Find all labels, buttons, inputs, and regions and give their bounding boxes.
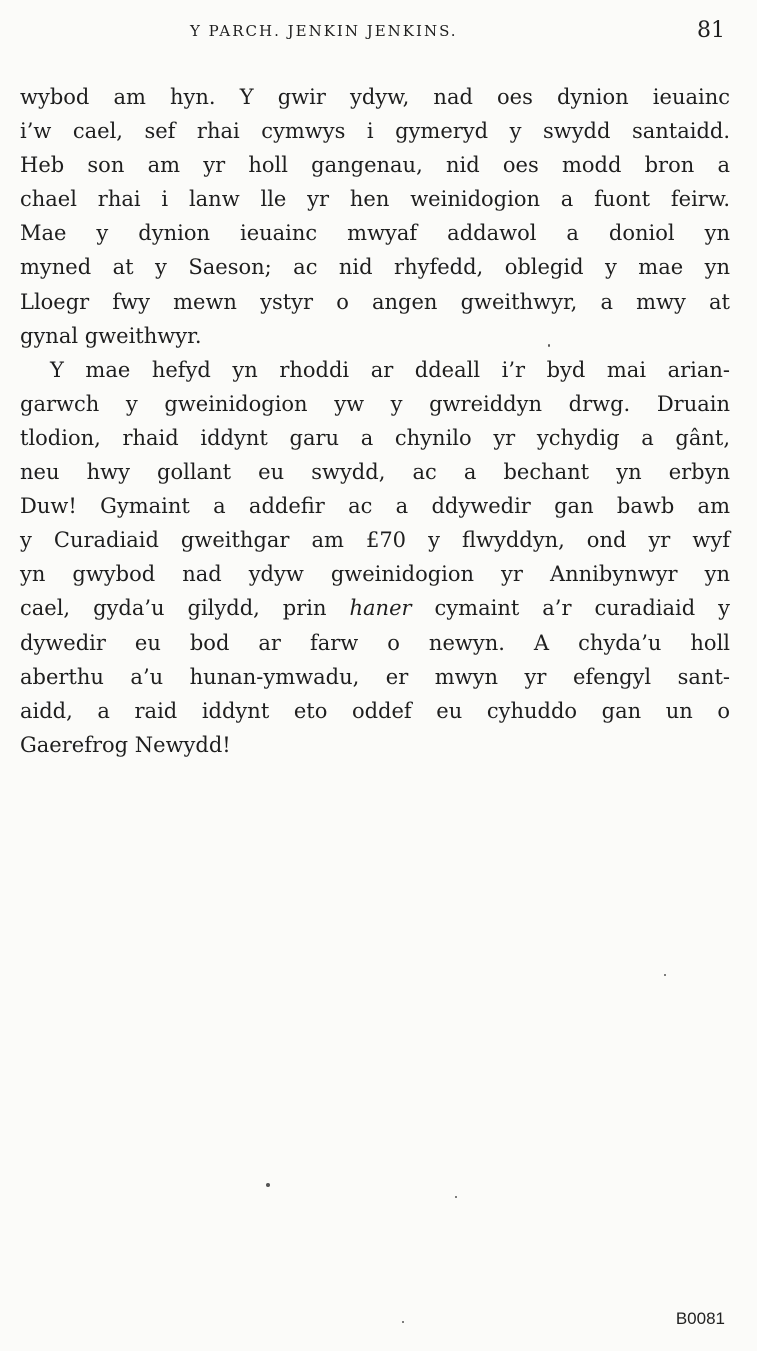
paragraph-first-line: Y mae hefyd yn rhoddi ar ddeall i’r byd mai arian- <box>50 357 730 382</box>
text-line: garwch y gweinidogion yw y gwreiddyn drwg. Druain <box>20 391 730 416</box>
text-line: Duw! Gymaint a addefir ac a ddywedir gan bawb am <box>20 494 730 519</box>
paper-speck <box>455 1196 457 1198</box>
text-line: chael rhai i lanw lle yr hen weinidogion a fuont feirw. <box>20 187 730 212</box>
body-text <box>20 80 730 762</box>
running-head <box>0 18 757 48</box>
page-number: 81 <box>697 18 725 43</box>
text-line: Lloegr fwy mewn ystyr o angen gweithwyr, a mwy at <box>20 289 730 314</box>
italic-word: haner <box>349 596 412 621</box>
paper-speck <box>548 344 550 347</box>
paper-speck <box>664 974 666 976</box>
text-line: y Curadiaid gweithgar am £70 y flwyddyn, ond yr wyf <box>20 528 730 553</box>
text-line: yn gwybod nad ydyw gweinidogion yr Annibynwyr yn <box>20 562 730 587</box>
text-line: aberthu a’u hunan-ymwadu, er mwyn yr efengyl sant- <box>20 664 730 689</box>
text-line: wybod am hyn. Y gwir ydyw, nad oes dynion ieuainc <box>20 85 730 109</box>
text-line-with-italic <box>20 591 730 625</box>
text-line: neu hwy gollant eu swydd, ac a bechant yn erbyn <box>20 460 730 485</box>
text-line: gynal gweithwyr. <box>20 323 202 348</box>
text-segment: cymaint a’r curadiaid y <box>434 596 730 621</box>
running-title: Y PARCH. JENKIN JENKINS. <box>190 22 458 40</box>
paper-speck <box>402 1321 404 1323</box>
archive-code: B0081 <box>675 1309 725 1328</box>
text-line: Mae y dynion ieuainc mwyaf addawol a doniol yn <box>20 221 730 246</box>
text-line: Heb son am yr holl gangenau, nid oes modd bron a <box>20 153 730 178</box>
text-segment: cael, gyda’u gilydd, prin <box>20 596 327 621</box>
paper-speck <box>266 1183 270 1187</box>
text-line: tlodion, rhaid iddynt garu a chynilo yr ychydig a gânt, <box>20 425 730 450</box>
text-line: dywedir eu bod ar farw o newyn. A chyda’u holl <box>20 630 730 655</box>
text-line: myned at y Saeson; ac nid rhyfedd, oblegid y mae yn <box>20 255 730 280</box>
text-line: Gaerefrog Newydd! <box>20 732 231 757</box>
text-line: i’w cael, sef rhai cymwys i gymeryd y swydd santaidd. <box>20 119 730 144</box>
text-line: aidd, a raid iddynt eto oddef eu cyhuddo gan un o <box>20 698 730 723</box>
